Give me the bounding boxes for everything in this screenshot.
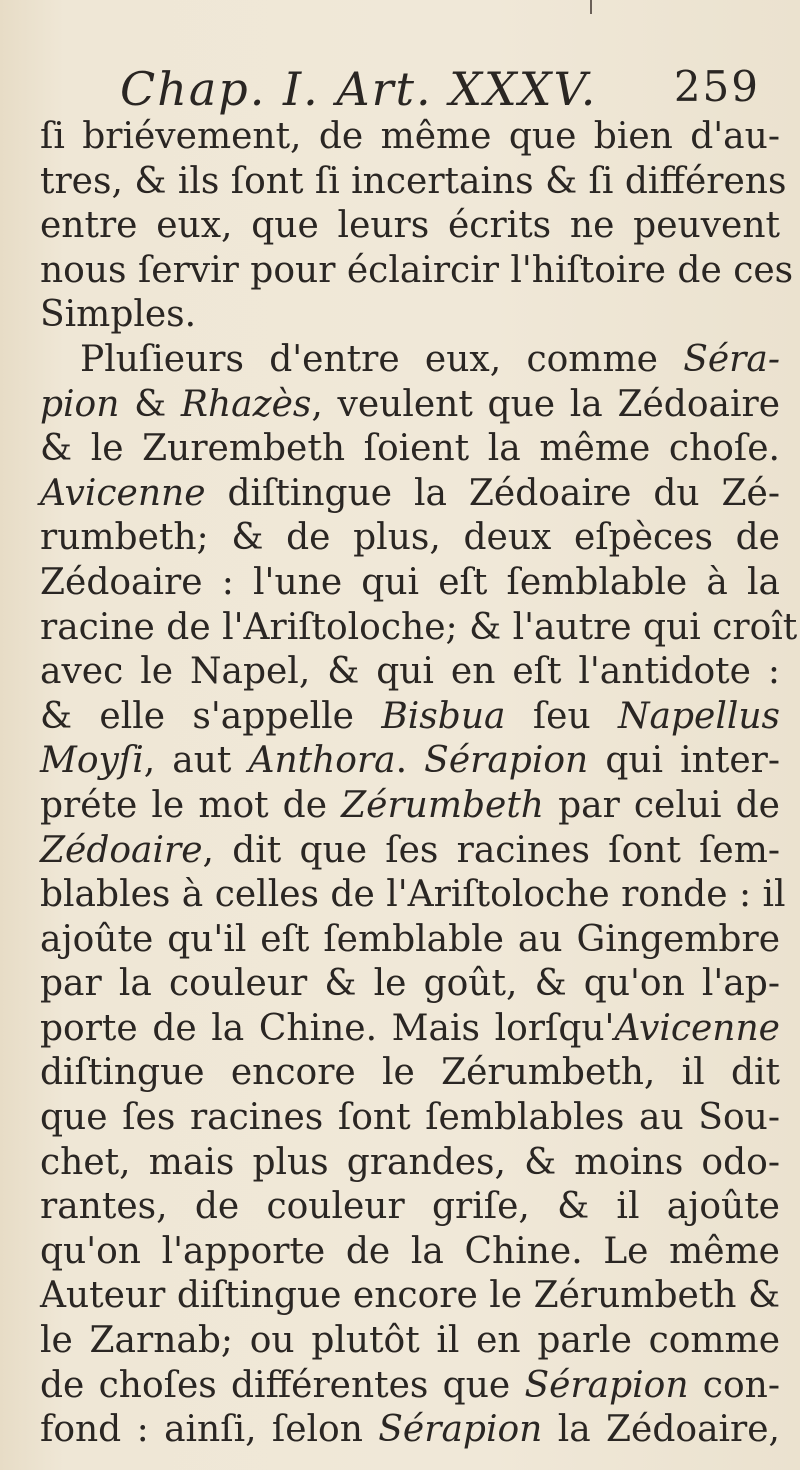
text-line: Pluſieurs d'entre eux, comme Séra-: [80, 338, 780, 380]
text-line: Simples.: [40, 294, 197, 336]
page-number: 259: [673, 62, 760, 111]
text-line: que ſes racines ſont ſemblables au Sou-: [40, 1097, 780, 1139]
body-text: [40, 115, 798, 1453]
running-title: Chap. I. Art. XXXV.: [120, 62, 598, 116]
text-line: chet, mais plus grandes, & moins odo-: [40, 1141, 780, 1183]
text-line: rumbeth; & de plus, deux eſpèces de: [40, 517, 780, 559]
page-edge-mark: [590, 0, 592, 14]
text-line: Auteur diſtingue encore le Zérumbeth &: [40, 1275, 780, 1317]
text-line: blables à celles de l'Ariſtoloche ronde : il: [40, 874, 786, 916]
text-line: entre eux, que leurs écrits ne peuvent: [40, 205, 780, 247]
text-line: ajoûte qu'il eſt ſemblable au Gingembre: [40, 918, 780, 960]
text-line: diſtingue encore le Zérumbeth, il dit: [40, 1052, 780, 1094]
text-line: qu'on l'apporte de la Chine. Le même: [40, 1230, 780, 1272]
text-line: fond : ainſi, ſelon Sérapion la Zédoaire,: [40, 1409, 781, 1451]
text-line: & le Zurembeth ſoient la même choſe.: [40, 428, 780, 470]
text-line: Zédoaire : l'une qui eſt ſemblable à la: [40, 561, 780, 603]
text-line: Zédoaire, dit que ſes racines ſont ſem-: [40, 829, 780, 871]
text-line: Moyſi, aut Anthora. Sérapion qui inter-: [40, 740, 780, 782]
text-line: Avicenne diſtingue la Zédoaire du Zé-: [40, 472, 780, 514]
text-line: nous ſervir pour éclaircir l'hiſtoire de ces: [40, 249, 794, 291]
text-line: de choſes différentes que Sérapion con-: [40, 1364, 780, 1406]
text-line: porte de la Chine. Mais lorſqu'Avicenne: [40, 1007, 780, 1049]
text-line: avec le Napel, & qui en eſt l'antidote :: [40, 651, 780, 693]
text-line: par la couleur & le goût, & qu'on l'ap-: [40, 963, 780, 1005]
text-line: racine de l'Ariſtoloche; & l'autre qui croît: [40, 606, 798, 648]
text-line: rantes, de couleur griſe, & il ajoûte: [40, 1186, 780, 1228]
page-header: [120, 62, 760, 116]
text-line: pion & Rhazès, veulent que la Zédoaire: [40, 383, 780, 425]
text-line: tres, & ils ſont ſi incertains & ſi différens: [40, 160, 787, 202]
text-line: & elle s'appelle Bisbua ſeu Napellus: [40, 695, 781, 737]
text-line: le Zarnab; ou plutôt il en parle comme: [40, 1320, 780, 1362]
text-line: préte le mot de Zérumbeth par celui de: [40, 784, 780, 826]
text-line: ſi briévement, de même que bien d'au-: [40, 116, 780, 157]
